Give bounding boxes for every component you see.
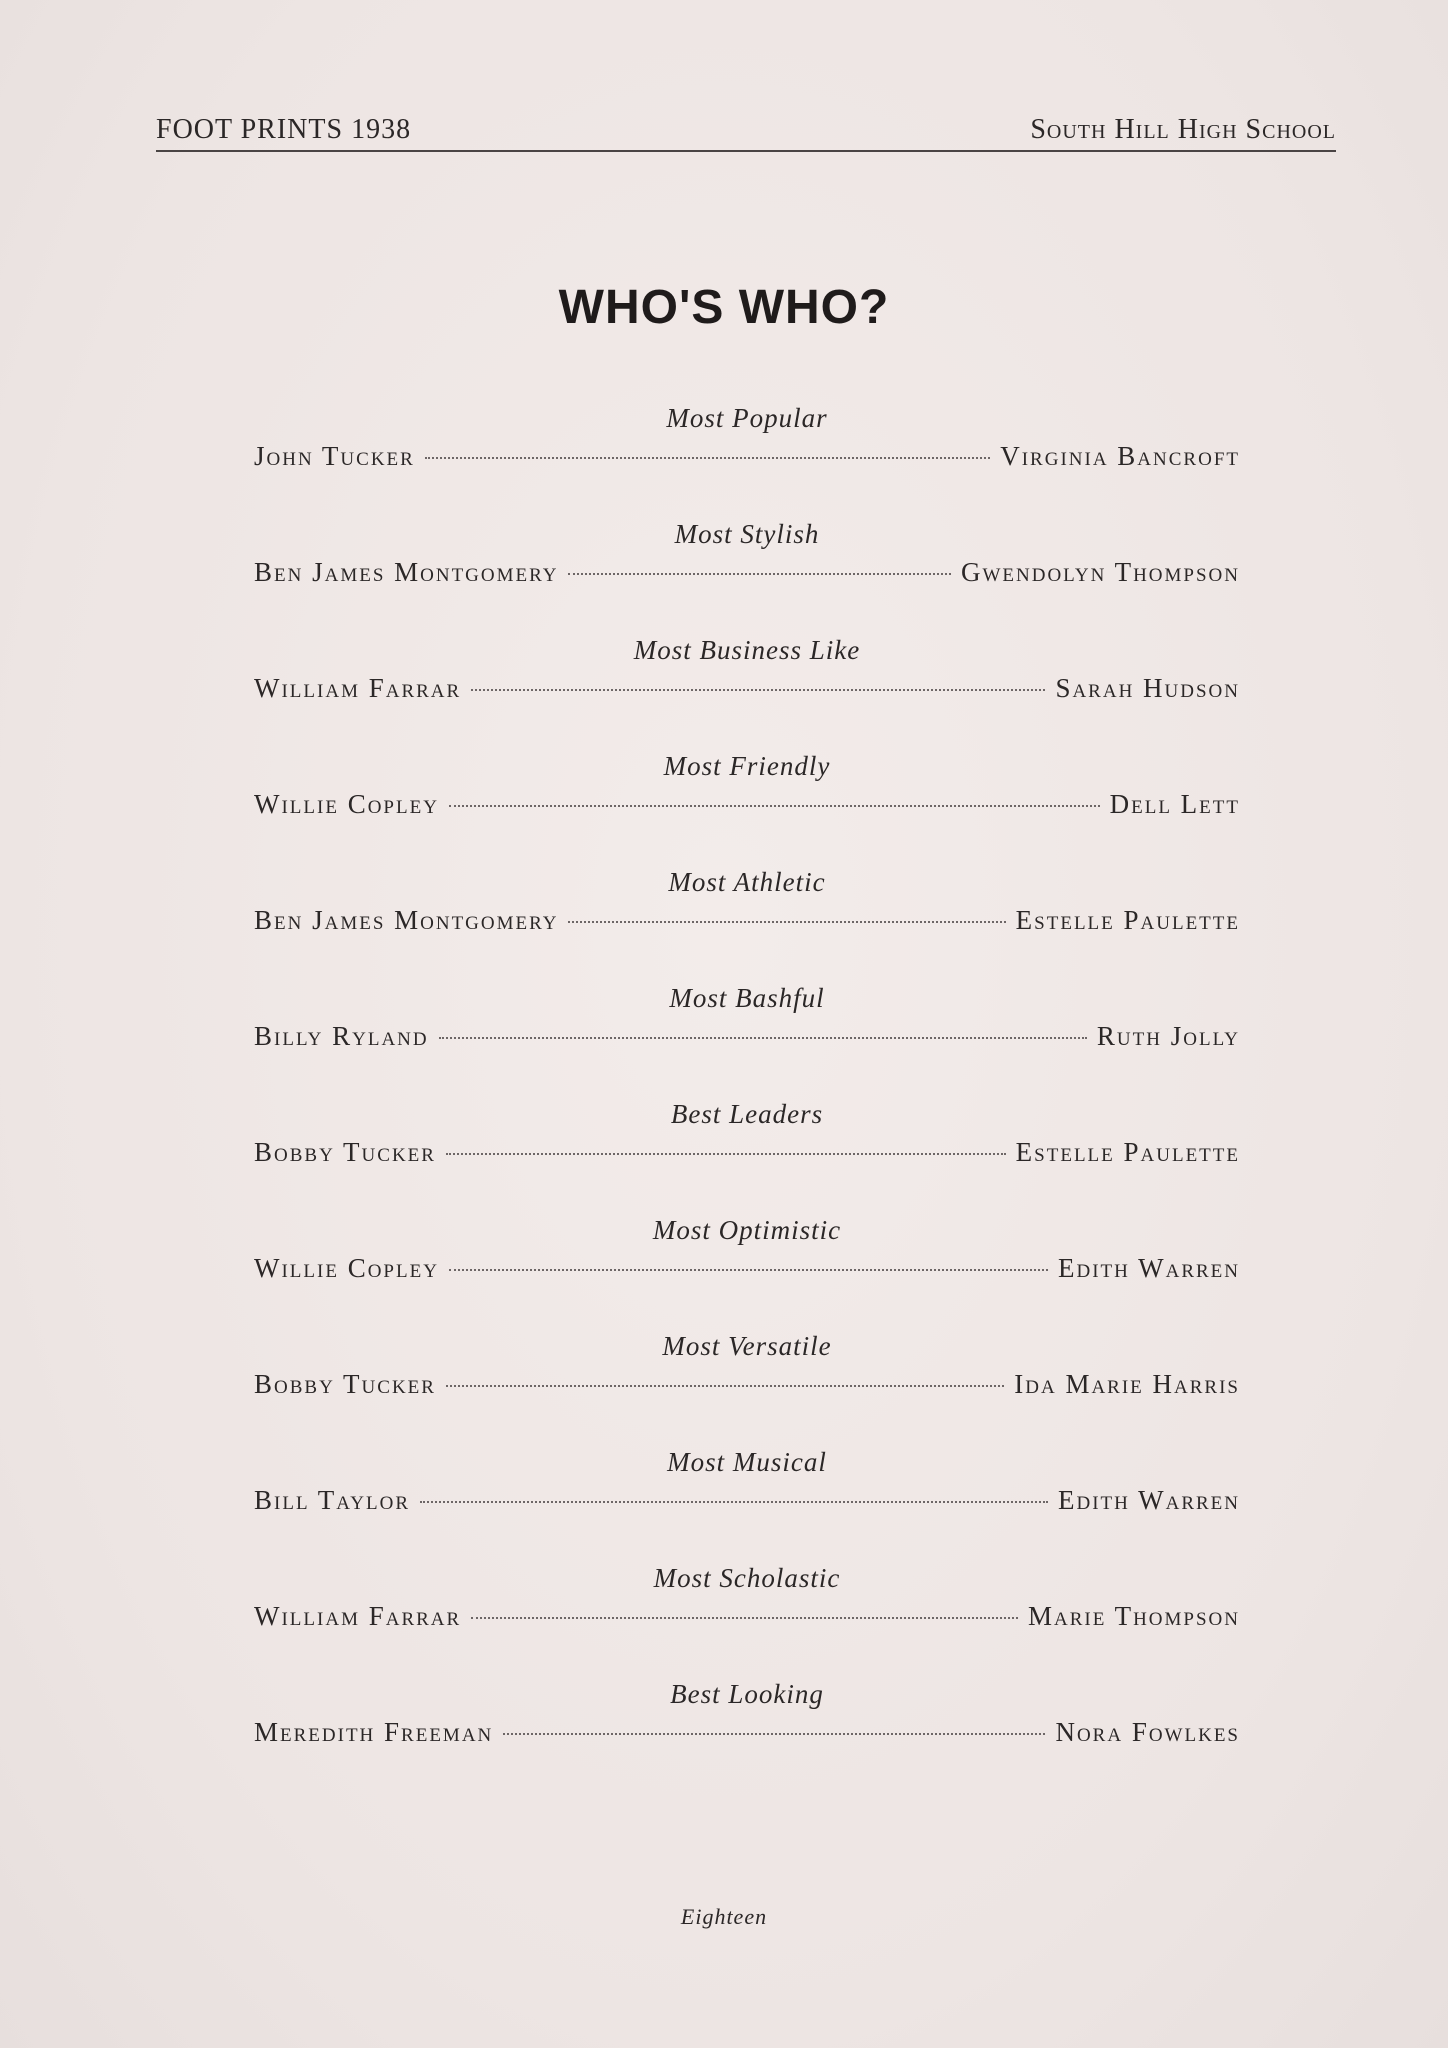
award-entry: [254, 632, 1240, 748]
school-name: South Hill High School: [1030, 114, 1336, 145]
award-winners: [254, 552, 1240, 592]
award-winners: [254, 1480, 1240, 1520]
page-number: Eighteen: [680, 1904, 768, 1929]
award-entry: [254, 400, 1240, 516]
dot-leader: [420, 1501, 1048, 1503]
dot-leader: [568, 573, 951, 575]
award-winners: [254, 1712, 1240, 1752]
boy-winner: Bobby Tucker: [254, 1137, 436, 1167]
yearbook-title: FOOT PRINTS 1938: [156, 114, 412, 145]
award-winners: [254, 1248, 1240, 1288]
awards-list: [254, 400, 1240, 1792]
boy-winner: Ben James Montgomery: [254, 905, 559, 935]
award-category: Most Stylish: [674, 519, 820, 549]
award-entry: [254, 748, 1240, 864]
girl-winner: Ida Marie Harris: [1014, 1369, 1240, 1399]
award-entry: [254, 1676, 1240, 1792]
award-category: Best Looking: [670, 1679, 824, 1709]
boy-winner: Meredith Freeman: [254, 1717, 494, 1747]
girl-winner: Edith Warren: [1057, 1485, 1240, 1515]
boy-winner: Willie Copley: [254, 1253, 439, 1283]
boy-winner: Bill Taylor: [254, 1485, 411, 1515]
girl-winner: Nora Fowlkes: [1055, 1717, 1240, 1747]
award-winners: [254, 1132, 1240, 1172]
award-winners: [254, 900, 1240, 940]
girl-winner: Marie Thompson: [1027, 1601, 1240, 1631]
award-winners: [254, 436, 1240, 476]
girl-winner: Dell Lett: [1109, 789, 1240, 819]
dot-leader: [425, 457, 990, 459]
girl-winner: Virginia Bancroft: [1000, 441, 1240, 471]
boy-winner: Willie Copley: [254, 789, 439, 819]
dot-leader: [503, 1733, 1045, 1735]
award-winners: [254, 784, 1240, 824]
dot-leader: [471, 1617, 1018, 1619]
boy-winner: Billy Ryland: [254, 1021, 429, 1051]
girl-winner: Estelle Paulette: [1015, 905, 1240, 935]
award-category: Most Business Like: [633, 635, 861, 665]
page-title: WHO'S WHO?: [558, 281, 890, 334]
award-category: Most Versatile: [662, 1331, 832, 1361]
award-category: Best Leaders: [670, 1099, 824, 1129]
boy-winner: Bobby Tucker: [254, 1369, 436, 1399]
award-entry: [254, 980, 1240, 1096]
girl-winner: Ruth Jolly: [1096, 1021, 1240, 1051]
award-entry: [254, 1560, 1240, 1676]
award-category: Most Scholastic: [653, 1563, 841, 1593]
running-head: [156, 110, 1336, 152]
award-entry: [254, 1328, 1240, 1444]
boy-winner: John Tucker: [254, 441, 415, 471]
award-entry: [254, 516, 1240, 632]
award-category: Most Athletic: [668, 867, 826, 897]
award-category: Most Popular: [666, 403, 828, 433]
girl-winner: Sarah Hudson: [1055, 673, 1240, 703]
award-entry: [254, 864, 1240, 980]
dot-leader: [439, 1037, 1087, 1039]
award-winners: [254, 1364, 1240, 1404]
award-category: Most Friendly: [663, 751, 831, 781]
award-category: Most Musical: [667, 1447, 827, 1477]
award-entry: [254, 1444, 1240, 1560]
dot-leader: [446, 1385, 1004, 1387]
award-winners: [254, 1016, 1240, 1056]
award-category: Most Bashful: [669, 983, 825, 1013]
boy-winner: William Farrar: [254, 1601, 462, 1631]
boy-winner: William Farrar: [254, 673, 462, 703]
award-winners: [254, 1596, 1240, 1636]
dot-leader: [471, 689, 1045, 691]
dot-leader: [568, 921, 1005, 923]
dot-leader: [449, 805, 1100, 807]
award-winners: [254, 668, 1240, 708]
award-category: Most Optimistic: [652, 1215, 842, 1245]
dot-leader: [446, 1153, 1006, 1155]
girl-winner: Edith Warren: [1057, 1253, 1240, 1283]
girl-winner: Estelle Paulette: [1015, 1137, 1240, 1167]
dot-leader: [449, 1269, 1048, 1271]
award-entry: [254, 1212, 1240, 1328]
girl-winner: Gwendolyn Thompson: [960, 557, 1240, 587]
award-entry: [254, 1096, 1240, 1212]
boy-winner: Ben James Montgomery: [254, 557, 559, 587]
